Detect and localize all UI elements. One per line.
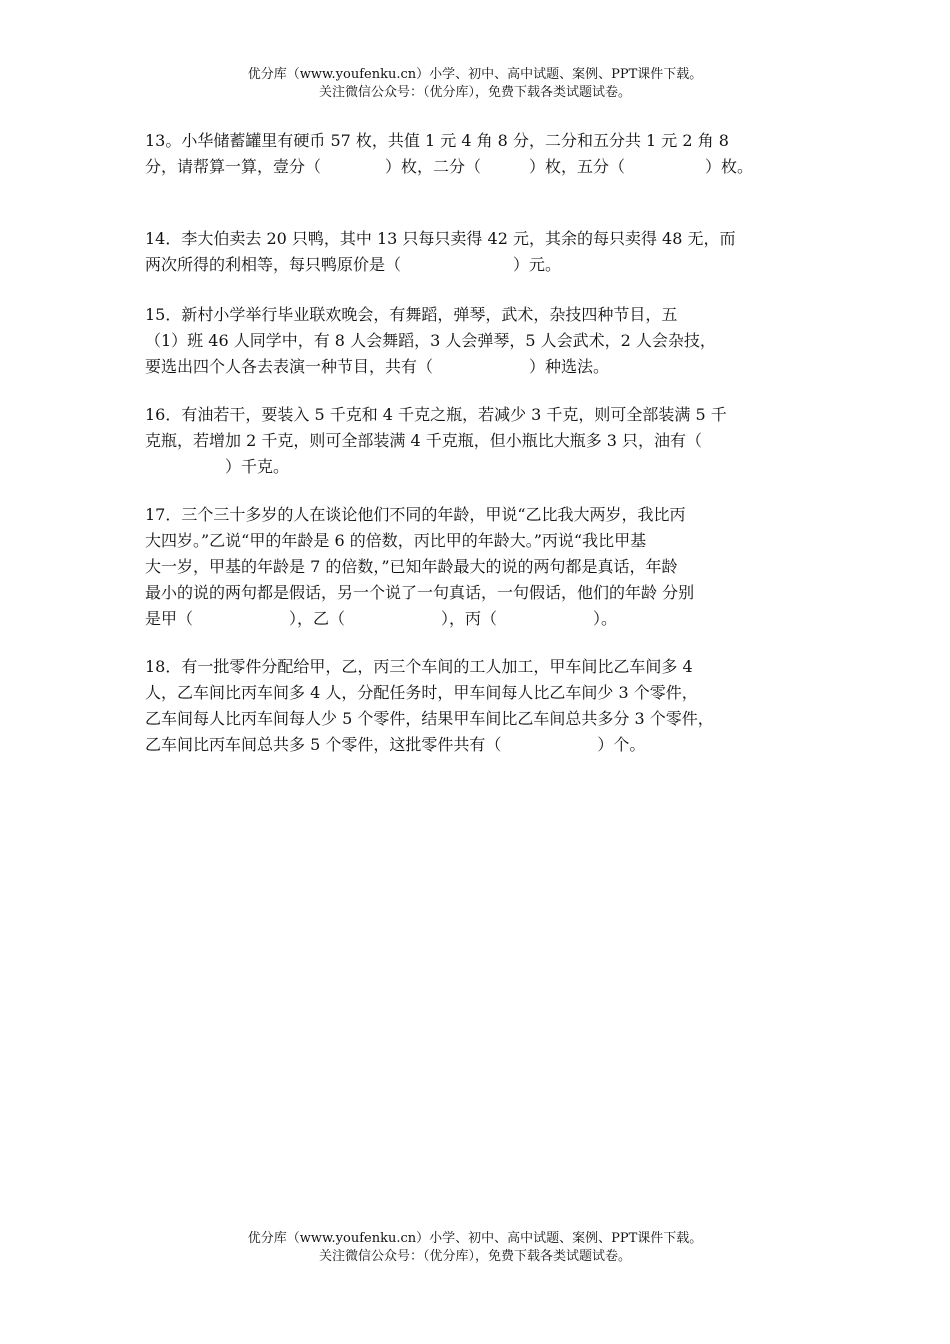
header-line-2: 关注微信公众号：（优分库），免费下载各类试题试卷。 — [318, 85, 631, 100]
question-line: ）千克。 — [145, 457, 290, 476]
question-line: 18．有一批零件分配给甲，乙，丙三个车间的工人加工，甲车间比乙车间多 4 — [145, 657, 693, 676]
question-line: 乙车间每人比丙车间每人少 5 个零件，结果甲车间比乙车间总共多分 3 个零件， — [145, 709, 714, 728]
question-line: 最小的说的两句都是假话，另一个说了一句真话，一句假话，他们的年龄 分别 — [145, 583, 695, 602]
question-16 — [145, 402, 825, 480]
question-line: 克瓶，若增加 2 千克，则可全部装满 4 千克瓶，但小瓶比大瓶多 3 只，油有（ — [145, 431, 703, 450]
header-line-1: 优分库（www.youfenku.cn）小学、初中、高中试题、案例、PPT课件下载。 — [247, 67, 703, 82]
question-line: 大四岁。”乙说“甲的年龄是 6 的倍数，丙比甲的年龄大。”丙说“我比甲基 — [145, 531, 647, 550]
page-header — [0, 66, 950, 102]
question-18 — [145, 654, 825, 758]
question-list — [145, 128, 825, 758]
question-13 — [145, 128, 825, 180]
question-line: 15．新村小学举行毕业联欢晚会，有舞蹈，弹琴，武术，杂技四种节目，五 — [145, 305, 678, 324]
question-line: 17．三个三十多岁的人在谈论他们不同的年龄，甲说“乙比我大两岁，我比丙 — [145, 505, 686, 524]
question-line: 乙车间比丙车间总共多 5 个零件，这批零件共有（ ）个。 — [145, 735, 646, 754]
question-line: 大一岁，甲基的年龄是 7 的倍数，”已知年龄最大的说的两句都是真话，年龄 — [145, 557, 678, 576]
question-17 — [145, 502, 825, 632]
question-line: 要选出四个人各去表演一种节目，共有（ ）种选法。 — [145, 357, 610, 376]
question-line: 16．有油若干，要装入 5 千克和 4 千克之瓶，若减少 3 千克，则可全部装满 5 千 — [145, 405, 727, 424]
question-line: 分，请帮算一算，壹分（ ）枚，二分（ ）枚，五分（ ）枚。 — [145, 157, 754, 176]
question-line: 人，乙车间比丙车间多 4 人，分配任务时，甲车间每人比乙车间少 3 个零件， — [145, 683, 698, 702]
page-footer — [0, 1230, 950, 1266]
question-line: 13。小华储蓄罐里有硬币 57 枚，共值 1 元 4 角 8 分，二分和五分共 1 元 2 角 8 — [145, 131, 729, 150]
question-14 — [145, 226, 825, 278]
question-line: 14．李大伯卖去 20 只鸭，其中 13 只每只卖得 42 元，其余的每只卖得 48 无，而 — [145, 229, 736, 248]
footer-line-2: 关注微信公众号：（优分库），免费下载各类试题试卷。 — [318, 1249, 631, 1264]
question-15 — [145, 302, 825, 380]
question-line: 是甲（ ），乙（ ），丙（ ）。 — [145, 609, 618, 628]
footer-line-1: 优分库（www.youfenku.cn）小学、初中、高中试题、案例、PPT课件下载。 — [247, 1231, 703, 1246]
question-line: 两次所得的利相等，每只鸭原价是（ ）元。 — [145, 255, 562, 274]
question-line: （1）班 46 人同学中，有 8 人会舞蹈，3 人会弹琴，5 人会武术，2 人会杂技， — [145, 331, 716, 350]
